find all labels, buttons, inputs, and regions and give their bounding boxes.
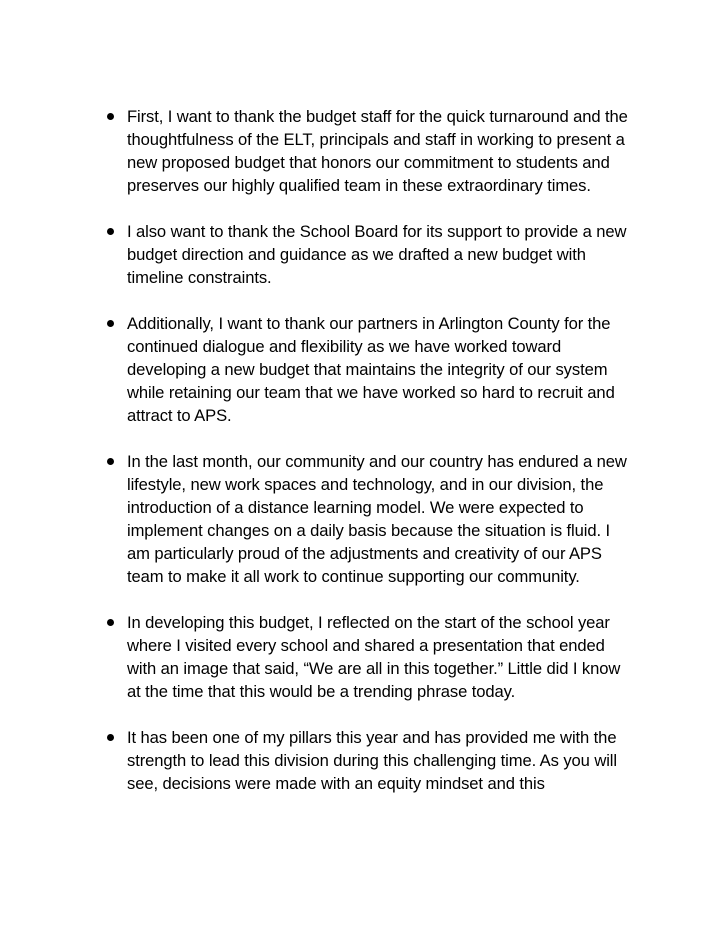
bullet-list [106, 105, 636, 818]
bullet-item [106, 726, 636, 795]
bullet-icon [107, 458, 114, 465]
bullet-icon [107, 619, 114, 626]
bullet-icon [107, 320, 114, 327]
bullet-item [106, 450, 636, 588]
bullet-text: First, I want to thank the budget staff for the quick turnaround and the thoughtfulness of the ELT, principals and staff in working to present a new proposed budget that honors our commitment to students and preserves our highly qualified team in these extraordinary times. [127, 107, 628, 195]
bullet-item [106, 611, 636, 703]
bullet-text: It has been one of my pillars this year and has provided me with the strength to lead this division during this challenging time. As you will see, decisions were made with an equity mindset and this [127, 728, 617, 793]
bullet-text: I also want to thank the School Board for its support to provide a new budget direction and guidance as we drafted a new budget with timeline constraints. [127, 222, 627, 287]
bullet-item [106, 220, 636, 289]
bullet-item [106, 312, 636, 427]
bullet-icon [107, 228, 114, 235]
bullet-text: Additionally, I want to thank our partners in Arlington County for the continued dialogue and flexibility as we have worked toward developing a new budget that maintains the integrity of our system while retaining our team that we have worked so hard to recruit and attract to APS. [127, 314, 615, 425]
bullet-text: In developing this budget, I reflected on the start of the school year where I visited every school and shared a presentation that ended with an image that said, “We are all in this together.” Little did I know at the time that this would be a trending phrase today. [127, 613, 621, 701]
bullet-icon [107, 734, 114, 741]
bullet-item [106, 105, 636, 197]
bullet-icon [107, 113, 114, 120]
bullet-text: In the last month, our community and our country has endured a new lifestyle, new work spaces and technology, and in our division, the introduction of a distance learning model. We were expected to implement changes on a daily basis because the situation is fluid. I am particularly proud of the adjustments and creativity of our APS team to make it all work to continue supporting our community. [127, 452, 627, 586]
